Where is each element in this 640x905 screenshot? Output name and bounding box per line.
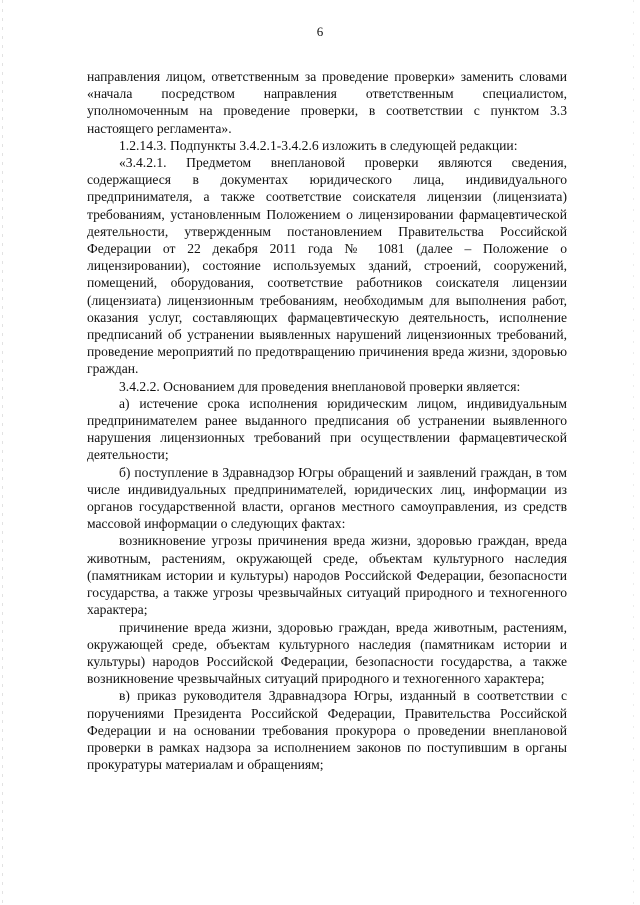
paragraph: 1.2.14.3. Подпункты 3.4.2.1-3.4.2.6 изложить в следующей редакции: <box>119 137 518 153</box>
paragraph: б) поступление в Здравнадзор Югры обращений и заявлений граждан, в том числе индивидуальных предпринимателей, юридических лиц, информации из органов государственной власти, органов местного самоуправления, из средств массовой информации о следующих фактах: <box>87 464 567 532</box>
scan-edge-right <box>633 0 634 905</box>
paragraph: причинение вреда жизни, здоровью граждан, вреда животным, растениям, окружающей среде, объектам культурного наследия (памятникам истории и культуры) народов Российской Федерации, безопасности государства, а также возникновение чрезвычайных ситуаций природного и техногенного характера; <box>87 619 567 687</box>
paragraph: возникновение угрозы причинения вреда жизни, здоровью граждан, вреда животным, растениям, окружающей среде, объектам культурного наследия (памятникам истории и культуры) народов Российской Федерации, безопасности государства, а также угрозы чрезвычайных ситуаций природного и техногенного характера; <box>87 533 567 618</box>
paragraph: в) приказ руководителя Здравнадзора Югры, изданный в соответствии с поручениями Президента Российской Федерации, Правительства Российской Федерации и на основании требования прокурора о проведении внеплановой проверки в рамках надзора за исполнением законов по поступившим в органы прокуратуры материалам и обращениям; <box>87 688 567 773</box>
document-body <box>87 68 567 773</box>
paragraph: 3.4.2.2. Основанием для проведения внеплановой проверки является: <box>119 378 521 394</box>
paragraph: направления лицом, ответственным за проведение проверки» заменить словами «начала посредством направления ответственным специалистом, уполномоченным на проведение проверки, в соответствии с пунктом 3.3 настоящего регламента». <box>87 69 567 136</box>
paragraph: а) истечение срока исполнения юридическим лицом, индивидуальным предпринимателем ранее выданного предписания об устранении выявленного нарушения лицензионных требований при осуществлении фармацевтической деятельности; <box>87 395 567 463</box>
paragraph: «3.4.2.1. Предметом внеплановой проверки являются сведения, содержащиеся в документах юридического лица, индивидуального предпринимателя, а также соответствие соискателя лицензии (лицензиата) требованиям, установленным Положением о лицензировании фармацевтической деятельности, утвержденным постановлением Правительства Российской Федерации от 22 декабря 2011 года № 1081 (далее – Положение о лицензировании), состояние используемых зданий, строений, сооружений, помещений, оборудования, соответствие работников соискателя лицензии (лицензиата) лицензионным требованиям, необходимым для выполнения работ, оказания услуг, составляющих фармацевтическую деятельность, исполнение предписаний об устранении выявленных нарушений лицензионных требований, проведение мероприятий по предотвращению причинения вреда жизни, здоровью граждан. <box>87 155 567 377</box>
scan-edge-left <box>2 0 3 905</box>
page-number: 6 <box>316 24 324 39</box>
